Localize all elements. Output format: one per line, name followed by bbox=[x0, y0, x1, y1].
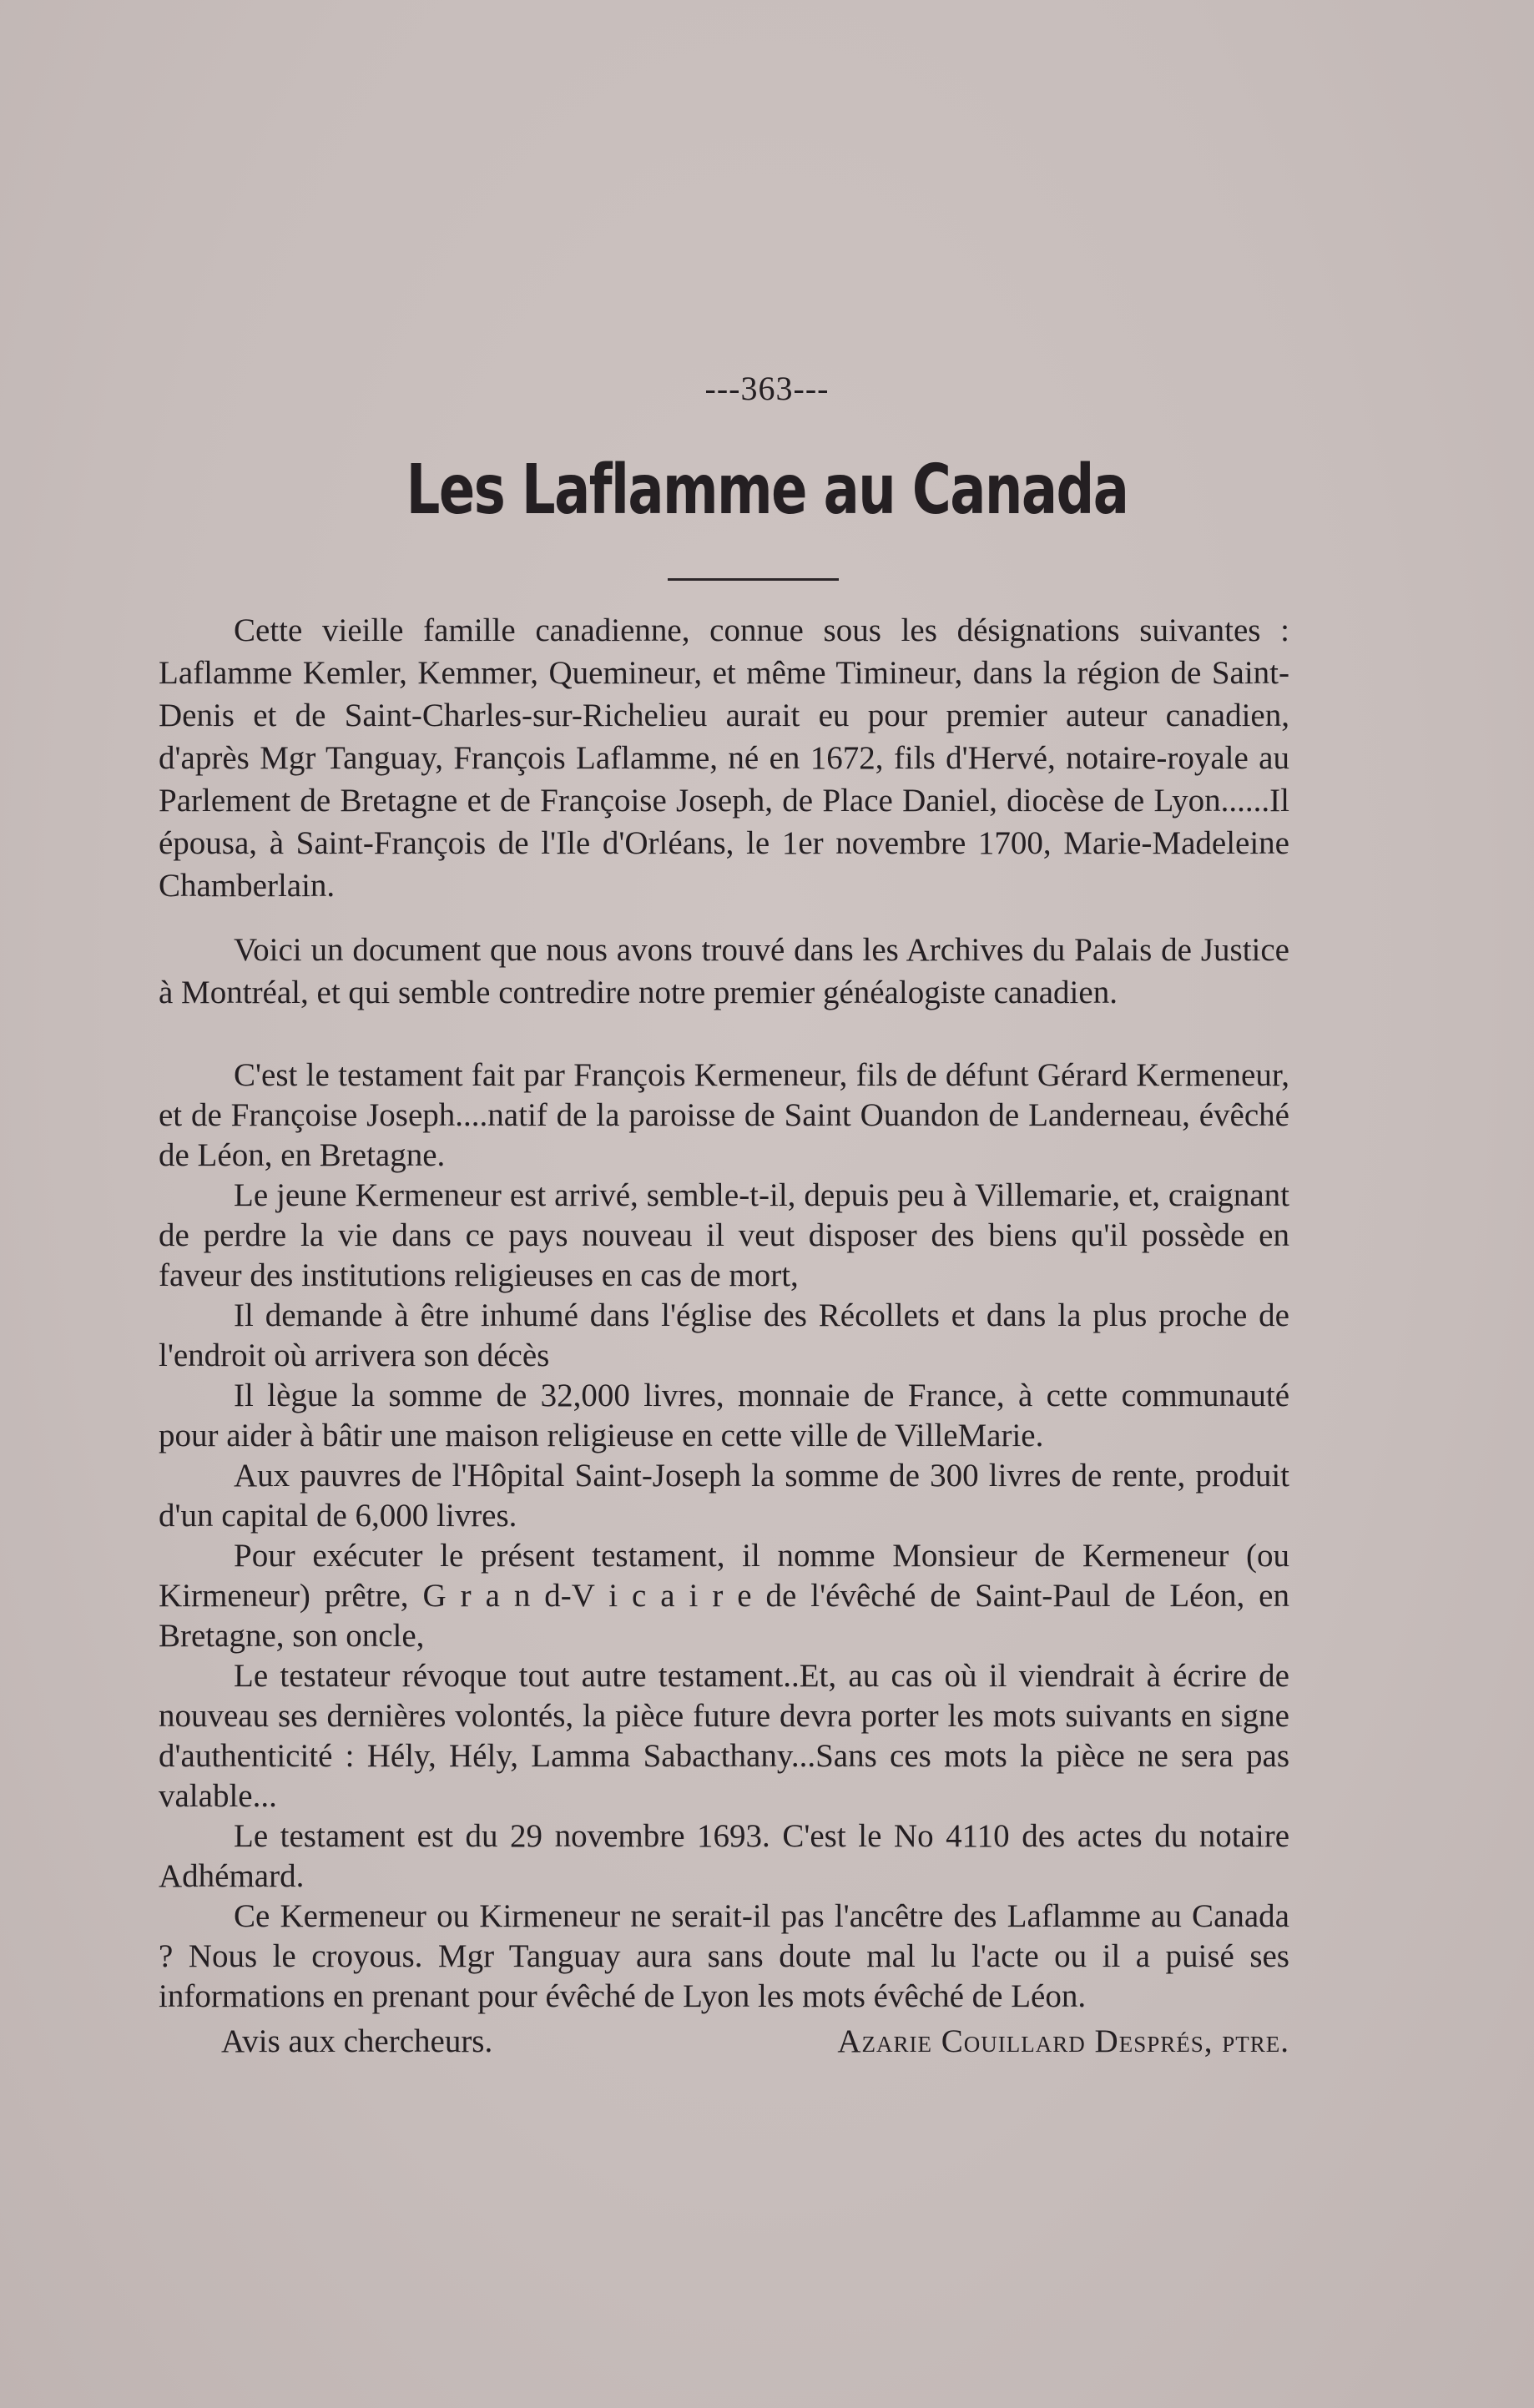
page-number: ---363--- bbox=[704, 370, 830, 407]
bleed-through-text bbox=[317, 192, 1152, 275]
signature-line bbox=[159, 2020, 1289, 2063]
paragraph-executor: Pour exécuter le présent testament, il nomme Monsieur de Kermeneur (ou Kirmeneur) prêtre, G r a n d-V i c a i r e de l'évêché de Saint-Paul de Léon, en Bretagne, son oncle, bbox=[159, 1538, 1289, 1654]
paragraph-document: Voici un document que nous avons trouvé dans les Archives du Palais de Justice à Montréal, et qui semble contredire notre premier généalogiste canadien. bbox=[159, 932, 1289, 1010]
paragraph-intro: Cette vieille famille canadienne, connue sous les désignations suivantes : Laflamme Kemler, Kemmer, Quemineur, et même Timineur, dans la région de Saint-Denis et de Saint-Charles-sur-Richelieu aurait eu pour premier auteur canadien, d'après Mgr Tanguay, François Laflamme, né en 1672, fils d'Hervé, notaire-royale au Parlement de Bretagne et de Françoise Joseph, de Place Daniel, diocèse de Lyon......Il épousa, à Saint-François de l'Ile d'Orléans, le 1er novembre 1700, Marie-Madeleine Chamberlain. bbox=[159, 612, 1289, 904]
paragraph-conclusion: Ce Kermeneur ou Kirmeneur ne serait-il pas l'ancêtre des Laflamme au Canada ? Nous le croyous. Mgr Tanguay aura sans doute mal lu l'acte ou il a puisé ses informations en prenant pour évêché de Lyon les mots évêché de Léon. bbox=[159, 1898, 1289, 2014]
closing-note: Avis aux chercheurs. bbox=[221, 2023, 493, 2059]
paragraph-burial: Il demande à être inhumé dans l'église des Récollets et dans la plus proche de l'endroit où arrivera son décès bbox=[159, 1297, 1289, 1373]
paragraph-arrival: Le jeune Kermeneur est arrivé, semble-t-il, depuis peu à Villemarie, et, craignant de perdre la vie dans ce pays nouveau il veut disposer des biens qu'il possède en faveur des institutions religieuses en cas de mort, bbox=[159, 1177, 1289, 1293]
title-rule bbox=[668, 578, 839, 581]
paragraph-testament: C'est le testament fait par François Kermeneur, fils de défunt Gérard Kermeneur, et de Françoise Joseph....natif de la paroisse de Saint Ouandon de Landerneau, évêché de Léon, en Bretagne. bbox=[159, 1057, 1289, 1173]
author-signature: Azarie Couillard Després, ptre. bbox=[837, 2023, 1289, 2059]
page-title: Les Laflamme au Canada bbox=[406, 451, 1128, 530]
paragraph-bequest: Il lègue la somme de 32,000 livres, monnaie de France, à cette communauté pour aider à bâtir une maison religieuse en cette ville de VilleMarie. bbox=[159, 1378, 1289, 1453]
article-body bbox=[159, 609, 1289, 2063]
paragraph-revocation: Le testateur révoque tout autre testament..Et, au cas où il viendrait à écrire de nouveau ses dernières volontés, la pièce future devra porter les mots suivants en signe d'authenticité : Hély, Hély, Lamma Sabacthany...Sans ces mots la pièce ne sera pas valable... bbox=[159, 1658, 1289, 1814]
paragraph-poor: Aux pauvres de l'Hôpital Saint-Joseph la somme de 300 livres de rente, produit d'un capital de 6,000 livres. bbox=[159, 1458, 1289, 1534]
paragraph-date: Le testament est du 29 novembre 1693. C'est le No 4110 des actes du notaire Adhémard. bbox=[159, 1818, 1289, 1894]
